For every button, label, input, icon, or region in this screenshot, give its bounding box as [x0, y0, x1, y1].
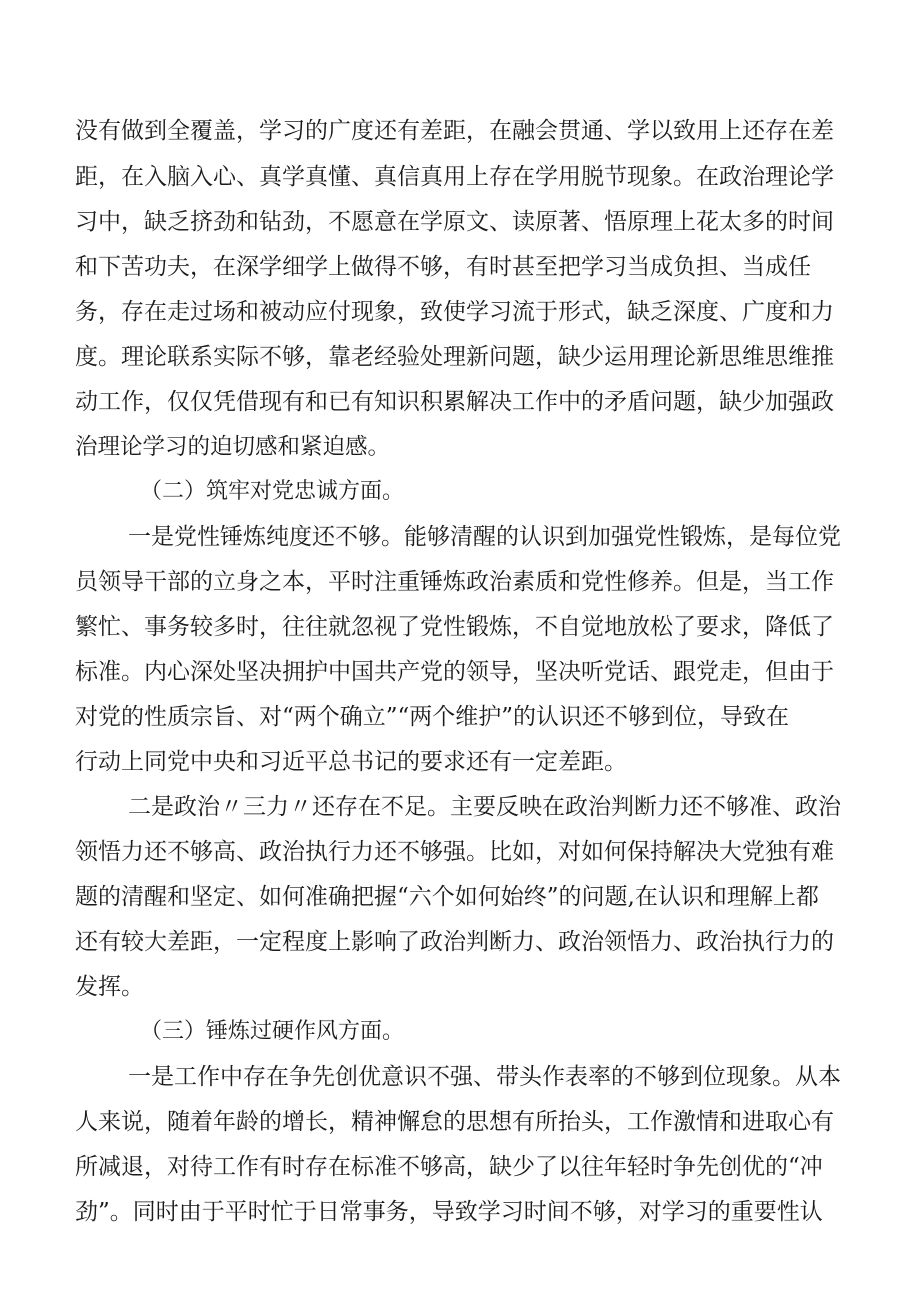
paragraph-first-line: 二是政治〃三力〃还存在不足。主要反映在政治判断力还不够准、政治 — [128, 794, 841, 820]
body-text-line: 习中，缺乏挤劲和钻劲，不愿意在学原文、读原著、悟原理上花太多的时间 — [75, 209, 834, 235]
body-text-line: 务，存在走过场和被动应付现象，致使学习流于形式，缺乏深度、广度和力 — [75, 299, 834, 325]
body-text-line: 没有做到全覆盖，学习的广度还有差距，在融会贯通、学以致用上还存在差 — [75, 118, 834, 144]
section-heading: （二）筑牢对党忠诚方面。 — [140, 479, 405, 504]
body-text-line: 人来说，随着年龄的增长，精神懈怠的思想有所抬头，工作激情和进取心有 — [75, 1109, 834, 1135]
body-text-line: 员领导干部的立身之本，平时注重锤炼政治素质和党性修养。但是，当工作 — [75, 569, 834, 595]
body-text-line: 标准。内心深处坚决拥护中国共产党的领导，坚决听党话、跟党走，但由于 — [75, 659, 834, 685]
body-text-line: 题的清醒和坚定、如何准确把握“六个如何始终”的问题,在认识和理解上都 — [75, 884, 819, 910]
paragraph-first-line: 一是党性锤炼纯度还不够。能够清醒的认识到加强党性锻炼，是每位党 — [128, 524, 841, 550]
body-text-line: 发挥。 — [75, 974, 144, 1000]
body-text-line: 劲”。同时由于平时忙于日常事务，导致学习时间不够，对学习的重要性认 — [75, 1199, 823, 1225]
body-text-line: 治理论学习的迫切感和紧迫感。 — [75, 434, 390, 460]
body-text-line: 和下苦功夫，在深学细学上做得不够，有时甚至把学习当成负担、当成任 — [75, 254, 811, 280]
body-text-line: 动工作，仅仅凭借现有和已有知识积累解决工作中的矛盾问题，缺少加强政 — [75, 389, 834, 415]
body-text-line: 繁忙、事务较多时，往往就忽视了党性锻炼，不自觉地放松了要求，降低了 — [75, 614, 834, 640]
body-text-line: 距，在入脑入心、真学真懂、真信真用上存在学用脱节现象。在政治理论学 — [75, 164, 834, 190]
body-text-line: 度。理论联系实际不够，靠老经验处理新问题，缺少运用理论新思维思维推 — [75, 344, 834, 370]
body-text-line: 行动上同党中央和习近平总书记的要求还有一定差距。 — [75, 749, 627, 775]
paragraph-first-line: 一是工作中存在争先创优意识不强、带头作表率的不够到位现象。从本 — [128, 1064, 841, 1090]
body-text-line: 还有较大差距，一定程度上影响了政治判断力、政治领悟力、政治执行力的 — [75, 929, 834, 955]
section-heading: （三）锤炼过硬作风方面。 — [140, 1019, 405, 1044]
body-text-line: 对党的性质宗旨、对“两个确立”“两个维护”的认识还不够到位，导致在 — [75, 704, 790, 730]
body-text-line: 所减退，对待工作有时存在标准不够高，缺少了以往年轻时争先创优的“冲 — [75, 1154, 823, 1180]
body-text-line: 领悟力还不够高、政治执行力还不够强。比如，对如何保持解决大党独有难 — [75, 839, 834, 865]
